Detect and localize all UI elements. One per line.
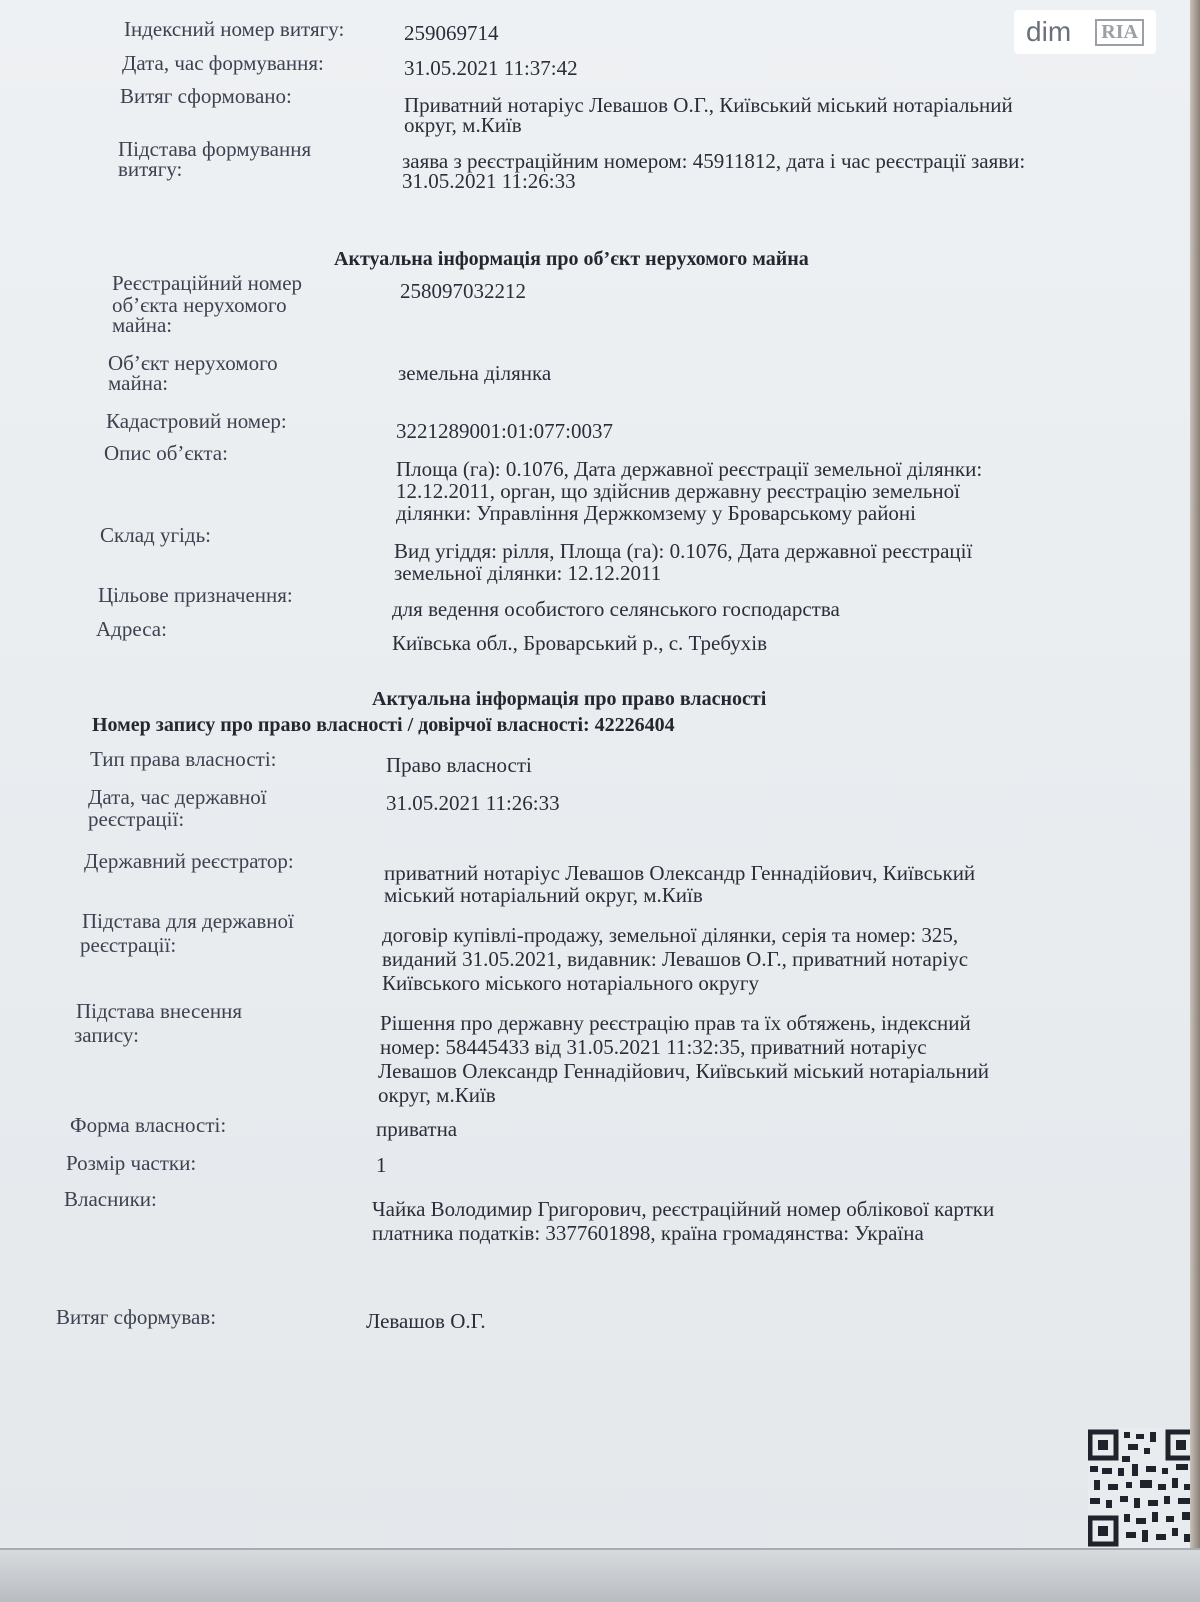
registrar-label: Державний реєстратор:: [84, 849, 294, 873]
entry-basis-label-line2: запису:: [74, 1023, 139, 1047]
reg-basis-value-line1: договір купівлі-продажу, земельної ділянки, серія та номер: 325,: [382, 923, 959, 947]
purpose-value: для ведення особистого селянського господарства: [392, 597, 840, 621]
entry-basis-value-line3: Левашов Олександр Геннадійович, Київський міський нотаріальний: [378, 1059, 990, 1083]
description-value-line1: Площа (га): 0.1076, Дата державної реєстрації земельної ділянки:: [396, 457, 983, 481]
share-label: Розмір частки:: [66, 1151, 197, 1175]
entry-basis-label-line1: Підстава внесення: [76, 999, 243, 1023]
purpose-label: Цільове призначення:: [98, 583, 293, 607]
description-label: Опис об’єкта:: [104, 441, 228, 465]
land-value-line2: земельної ділянки: 12.12.2011: [394, 561, 662, 585]
ownership-form-value: приватна: [376, 1117, 458, 1141]
page-edge-right: [1190, 0, 1200, 1600]
page-edge-bottom: [0, 1548, 1200, 1602]
registrar-value-line2: міський нотаріальний округ, м.Київ: [384, 883, 703, 907]
reg-value: 258097032212: [400, 279, 526, 303]
logo-dim-text: dim: [1026, 16, 1072, 47]
description-value-line3: ділянки: Управління Держкомзему у Броварському районі: [396, 501, 917, 525]
owners-value-line1: Чайка Володимир Григорович, реєстраційний номер облікової картки: [372, 1197, 995, 1221]
object-value: земельна ділянка: [398, 361, 552, 385]
formed-value-line2: округ, м.Київ: [404, 113, 522, 137]
reg-label-line1: Реєстраційний номер: [112, 271, 303, 295]
object-section-title: Актуальна інформація про об’єкт нерухомого майна: [334, 248, 809, 270]
object-label-line2: майна:: [108, 371, 169, 395]
formed-label: Витяг сформовано:: [120, 84, 292, 108]
right-type-label: Тип права власності:: [90, 747, 277, 771]
formed-by-value: Левашов О.Г.: [366, 1309, 486, 1333]
address-label: Адреса:: [96, 617, 167, 641]
index-value: 259069714: [404, 21, 499, 45]
index-label: Індексний номер витягу:: [124, 17, 345, 41]
share-value: 1: [376, 1153, 387, 1177]
land-label: Склад угідь:: [100, 523, 211, 547]
address-value: Київська обл., Броварський р., с. Требухів: [392, 631, 768, 655]
formed-value-line1: Приватний нотаріус Левашов О.Г., Київський міський нотаріальний: [404, 93, 1013, 117]
owners-value-line2: платника податків: 3377601898, країна громадянства: Україна: [372, 1221, 924, 1245]
reg-label-line3: майна:: [112, 313, 173, 337]
ownership-section-title: Актуальна інформація про право власності: [372, 688, 767, 710]
basis-value-line1: заява з реєстраційним номером: 45911812, дата і час реєстрації заяви:: [402, 149, 1026, 173]
basis-label-line1: Підстава формування: [118, 137, 312, 161]
basis-label-line2: витягу:: [118, 157, 183, 181]
reg-label-line2: об’єкта нерухомого: [112, 293, 287, 317]
logo-ria-text: RIA: [1095, 19, 1144, 46]
entry-basis-value-line1: Рішення про державну реєстрацію прав та їх обтяжень, індексний: [380, 1011, 971, 1035]
reg-basis-label-line2: реєстрації:: [80, 933, 177, 957]
land-value-line1: Вид угіддя: рілля, Площа (га): 0.1076, Дата державної реєстрації: [394, 539, 973, 563]
entry-basis-value-line4: округ, м.Київ: [378, 1083, 496, 1107]
cadastral-value: 3221289001:01:077:0037: [396, 419, 614, 443]
reg-basis-value-line2: виданий 31.05.2021, видавник: Левашов О.Г., приватний нотаріус: [382, 947, 969, 971]
formed-by-label: Витяг сформував:: [56, 1305, 217, 1329]
entry-basis-value-line2: номер: 58445433 від 31.05.2021 11:32:35, приватний нотаріус: [380, 1035, 927, 1059]
ownership-record-title: Номер запису про право власності / довірчої власності: 42226404: [92, 714, 675, 736]
registration-date-label-line1: Дата, час державної: [88, 785, 267, 809]
date-value: 31.05.2021 11:37:42: [404, 56, 578, 80]
reg-basis-label-line1: Підстава для державної: [82, 909, 294, 933]
dimria-logo[interactable]: [1014, 10, 1156, 54]
right-type-value: Право власності: [386, 753, 532, 777]
basis-value-line2: 31.05.2021 11:26:33: [402, 169, 576, 193]
registration-date-label-line2: реєстрації:: [88, 807, 185, 831]
qr-code-icon: [1088, 1428, 1196, 1548]
description-value-line2: 12.12.2011, орган, що здійснив державну реєстрацію земельної: [396, 479, 960, 503]
owners-label: Власники:: [64, 1187, 157, 1211]
registrar-value-line1: приватний нотаріус Левашов Олександр Геннадійович, Київський: [384, 861, 976, 885]
ownership-form-label: Форма власності:: [70, 1113, 227, 1137]
object-label-line1: Об’єкт нерухомого: [108, 351, 278, 375]
reg-basis-value-line3: Київського міського нотаріального округу: [382, 971, 759, 995]
cadastral-label: Кадастровий номер:: [106, 409, 287, 433]
registration-date-value: 31.05.2021 11:26:33: [386, 791, 560, 815]
date-label: Дата, час формування:: [122, 51, 324, 75]
